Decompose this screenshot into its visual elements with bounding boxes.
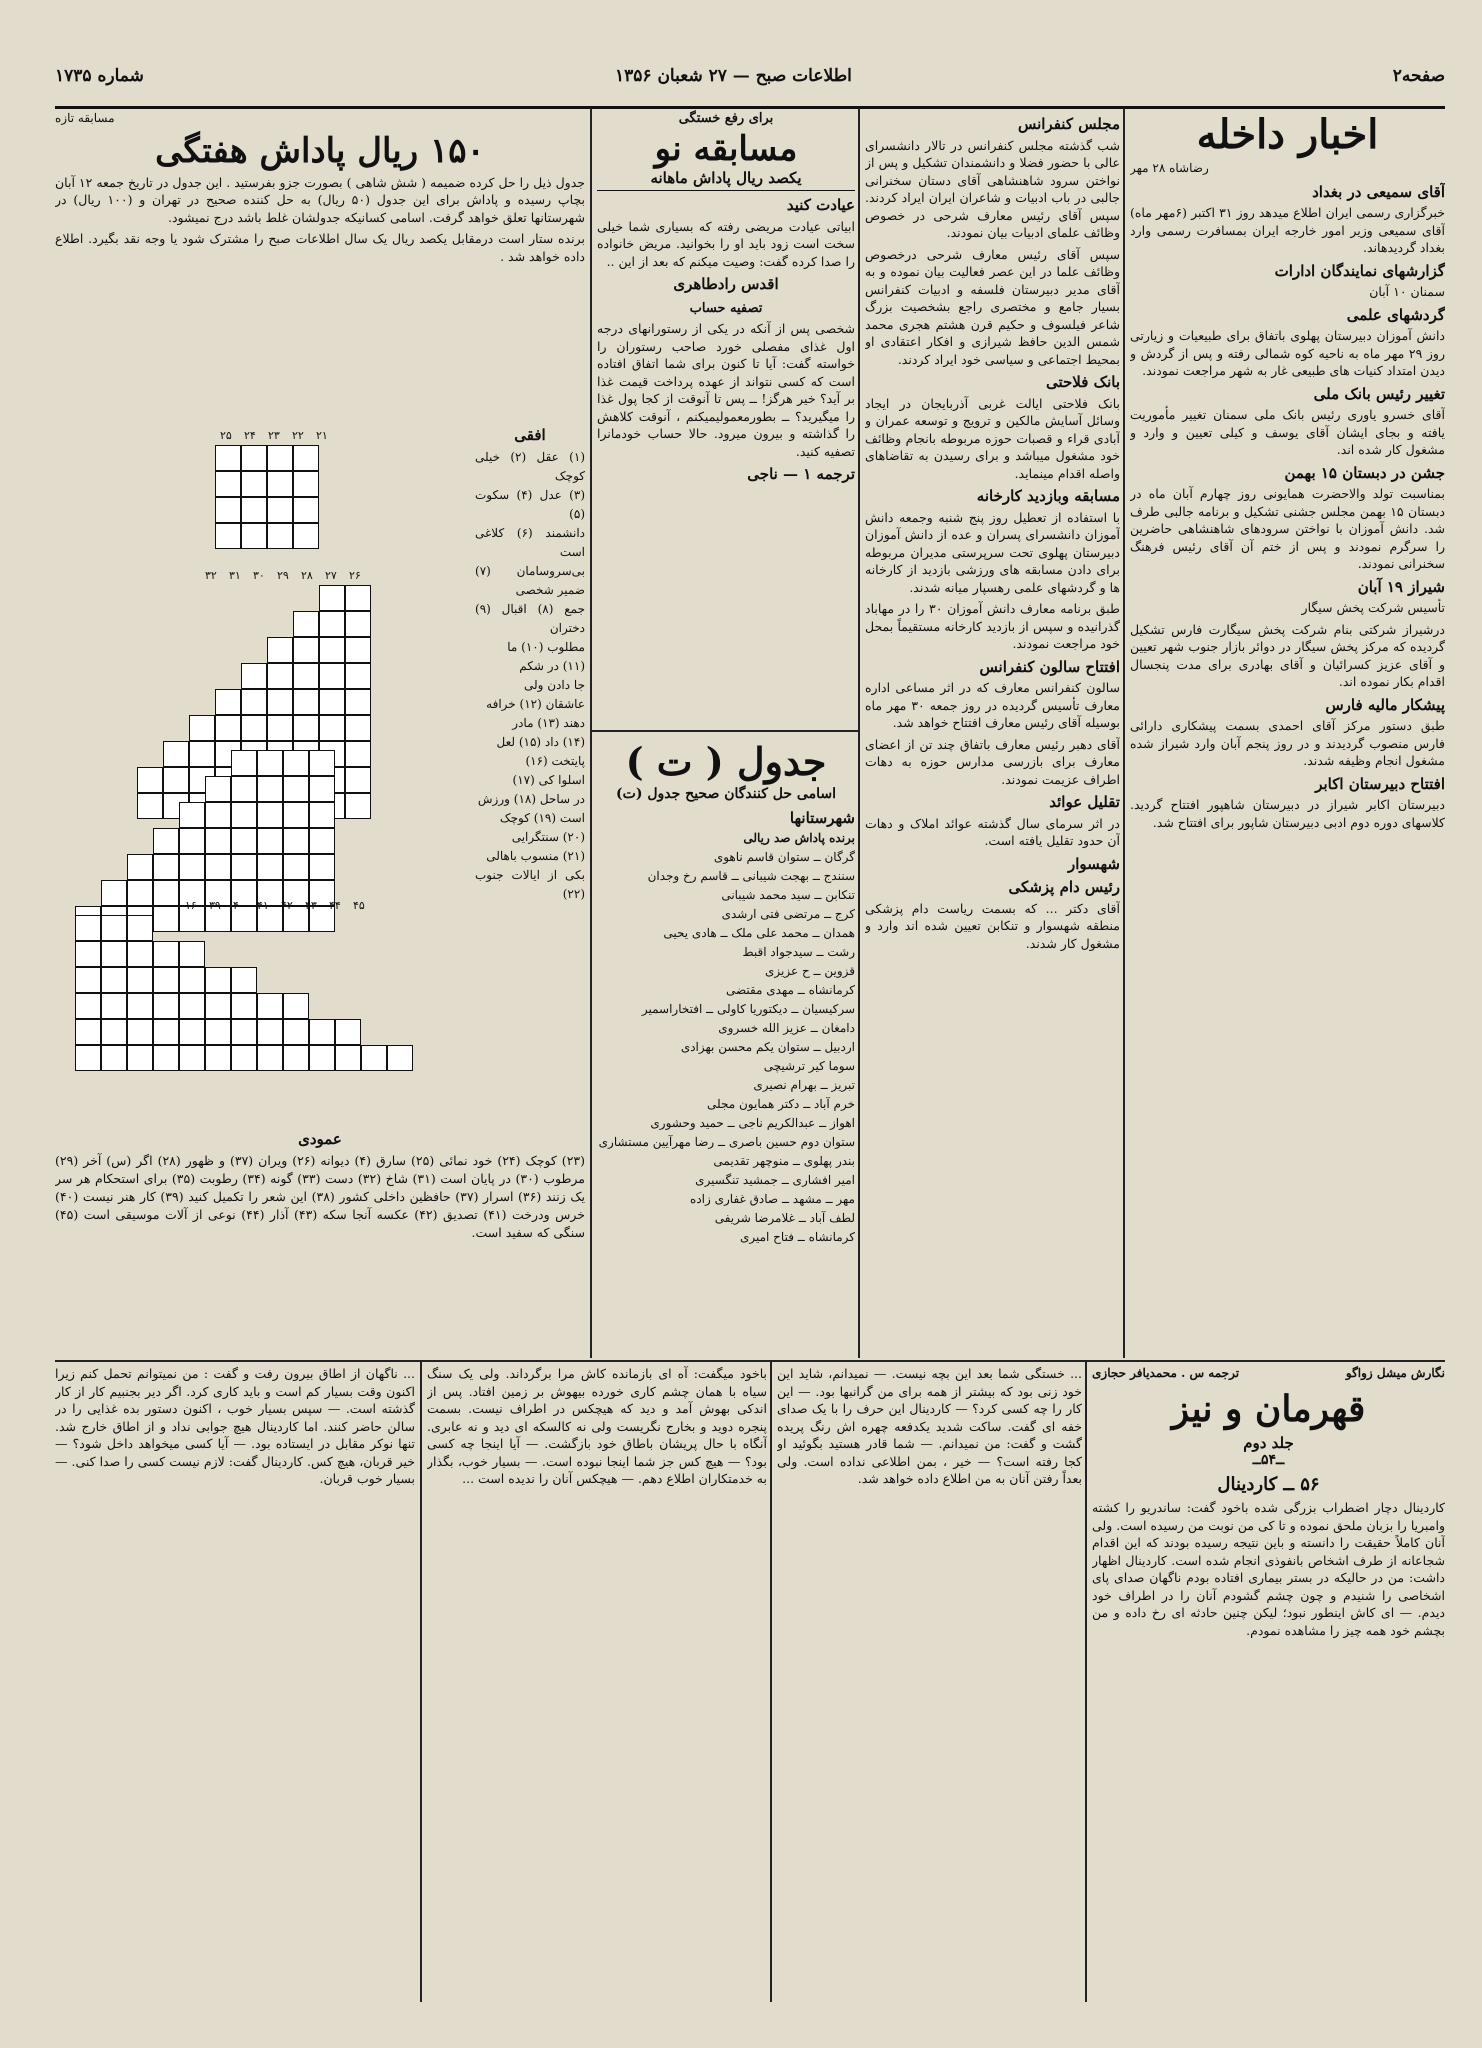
news-item-text: سمنان ۱۰ آبان: [1369, 284, 1445, 299]
grid-cell[interactable]: [179, 828, 205, 854]
grid-cell[interactable]: [179, 854, 205, 880]
grid-cell[interactable]: [361, 1045, 387, 1071]
across-clue: پایتخت (۱۶): [525, 754, 585, 768]
grid-cell[interactable]: [283, 1019, 309, 1045]
contest-subtitle: یکصد ریال پاداش ماهانه: [597, 170, 855, 192]
grid-cell[interactable]: [283, 828, 309, 854]
grid-cell[interactable]: [241, 663, 267, 689]
conf-item-heading: رئیس دام پزشکی: [1008, 878, 1120, 896]
jadval-t-subtitle: اسامی حل کنندگان صحیح جدول (ت): [616, 786, 836, 802]
contest-title: مسابقه نو: [654, 128, 798, 169]
grid-cell[interactable]: [345, 585, 371, 611]
grid-cell[interactable]: [179, 1019, 205, 1045]
grid-cell[interactable]: [293, 471, 319, 497]
grid-cell[interactable]: [153, 967, 179, 993]
grid-number: ۲۲: [292, 429, 304, 442]
across-title: افقی: [514, 426, 546, 444]
grid-cell[interactable]: [179, 993, 205, 1019]
grid-cell[interactable]: [345, 611, 371, 637]
grid-cell[interactable]: [345, 793, 371, 819]
grid-cell[interactable]: [345, 715, 371, 741]
conf-item-text: طبق برنامه معارف دانش آموزان ۳۰ را در مهاباد گذرانیده و سپس از بازدید کارخانه مستقیماً بمحل خود مراجعت نمودند.: [865, 601, 1120, 651]
across-clue: دهند (۱۳) مادر: [512, 716, 585, 730]
grid-number: ۴۵: [353, 899, 365, 912]
grid-cell[interactable]: [293, 689, 319, 715]
conf-item-text: با استفاده از تعطیل روز پنج شنبه وجمعه دانش آموزان دانشسرای پسران و عده از دانش آموزان دبیرستان پهلوی تحت سرپرستی مدیران مربوطه برای دادن مسابقه های ورزشی بازدید از کارخانه ها و گردشهای علمی رهسپار میانه شدند.: [865, 509, 1120, 595]
grid-cell[interactable]: [127, 915, 153, 941]
news-item-text: تأسیس شرکت پخش سیگار: [1301, 600, 1445, 615]
news-item-heading: جشن در دبستان ۱۵ بهمن: [1284, 463, 1445, 482]
grid-cell[interactable]: [283, 993, 309, 1019]
grid-cell[interactable]: [345, 663, 371, 689]
news-item-text: دانش آموزان دبیرستان پهلوی باتفاق برای طبیعیات و زیارتی روز ۲۹ مهر ماه به ناحیه کوه شمالی رفته و پس از گردش و دیدن امتداد کنیات های طبیعی غار به شهر مراجعت نمودند.: [1130, 328, 1445, 378]
news-item-text: طبق دستور مرکز آقای احمدی بسمت پیشکاری دارائی فارس منصوب گردیدند و در روز پنجم آبان وارد شیراز شده مشغول انجام وظیفه شدند.: [1130, 718, 1445, 768]
grid-cell[interactable]: [137, 767, 163, 793]
grid-cell[interactable]: [127, 1045, 153, 1071]
jadval-t-section: شهرستانها: [789, 808, 855, 827]
news-item-heading: آقای سمیعی در بغداد: [1312, 182, 1445, 201]
grid-cell[interactable]: [215, 445, 241, 471]
crossword-grid: [55, 429, 465, 1075]
story-col3-text: ... خستگی شما بعد این بچه نیست. — نمیدانم، شاید این خود زنی بود که بیشتر از همه برای من گرانبها بود. — این کار را چه کسی کرد؟ — کاردینال این حرف را با یک صدای خفه ای گفت. ساکت شدید یکدفعه چهره اش رنگ پریده گشت و گفت: من نمیدانم. — شما قادر هستید بگوئید او کجا رفته است؟ — خیر ، بمن اطلاعی نداده است. ولی بعداً رفتن آنان به من اطلاع داده خواهد شد.: [777, 1366, 1082, 1486]
news-item-text: خبرگزاری رسمی ایران اطلاع میدهد روز ۳۱ اکتبر (۶مهر ماه) آقای سمیعی وزیر امور خارجه ایران بمسافرت رسمی وارد بغداد گردیدهاند.: [1130, 205, 1445, 255]
grid-cell[interactable]: [309, 854, 335, 880]
grid-cell[interactable]: [241, 445, 267, 471]
domestic-news-column: [1130, 110, 1445, 1355]
grid-cell[interactable]: [267, 663, 293, 689]
conf-item-text: در اثر سرمای سال گذشته عوائد املاک و دهات آن حدود تقلیل یافته است.: [865, 815, 1120, 848]
grid-cell[interactable]: [283, 802, 309, 828]
grid-cell[interactable]: [267, 637, 293, 663]
grid-cell[interactable]: [231, 776, 257, 802]
grid-cell[interactable]: [309, 802, 335, 828]
grid-cell[interactable]: [319, 689, 345, 715]
conf-item-heading: شهسوار: [1067, 854, 1120, 873]
grid-cell[interactable]: [257, 776, 283, 802]
grid-cell[interactable]: [257, 854, 283, 880]
grid-number: ۳۲: [205, 569, 217, 582]
grid-cell[interactable]: [205, 967, 231, 993]
grid-number: ۴۲: [281, 899, 293, 912]
down-text: (۲۳) کوچک (۲۴) خود نمائی (۲۵) سارق (۴) دیوانه (۲۶) ویران (۳۷) و ظهور (۲۸) اگر (س) آخر (۲۹) مرطوب (۳۰) در پایان است (۳۱) شاخ (۳۲) دست (۳۳) گونه (۳۴) رطوبت (۳۵) برای استحکام هر سر یک زنند (۳۶) اسرار (۳۷) حافظین داخلی کشور (۳۸) این شعر را تکمیل کنید (۳۹) کار هنر نیست (۴۰) خرس ودرخت (۴۱) تصدیق (۴۲) عکسه آنجا سکه (۴۳) آذار (۴۴) نوعی از آلات موسیقی است (۴۵) سنگی که سفید است.: [55, 1152, 585, 1240]
conf-item-heading: مسابقه وبازدید کارخانه: [976, 487, 1120, 505]
contest-kicker: برای رفع خستگی: [678, 111, 774, 126]
story-column-4: [55, 1365, 415, 2000]
grid-cell[interactable]: [153, 993, 179, 1019]
grid-cell[interactable]: [179, 967, 205, 993]
winner-name: همدان ــ محمد علی ملک ــ هادی یحیی: [663, 925, 855, 940]
grid-cell[interactable]: [179, 941, 205, 967]
grid-cell[interactable]: [309, 828, 335, 854]
news-item-text: آقای خسرو یاوری رئیس بانک ملی سمنان تغییر مأموریت یافته و بجای ایشان آقای یوسف و کیلی تعیین و وارد و مشغول کار شده اند.: [1130, 407, 1445, 457]
grid-cell[interactable]: [319, 637, 345, 663]
grid-cell[interactable]: [267, 523, 293, 549]
grid-cell[interactable]: [231, 828, 257, 854]
grid-cell[interactable]: [205, 1019, 231, 1045]
grid-cell[interactable]: [205, 854, 231, 880]
grid-number: ۲۷: [325, 569, 337, 582]
grid-cell[interactable]: [231, 854, 257, 880]
winner-name: اهواز ــ عبدالکریم ناجی ــ حمید وحشوری: [650, 1115, 855, 1130]
grid-cell[interactable]: [293, 663, 319, 689]
grid-cell[interactable]: [283, 854, 309, 880]
conf-item-text: آقای دهبر رئیس معارف باتفاق چند تن از اعضای معارف برای بازرسی مدارس حوزه به دهات اطراف عزیمت نمودند.: [865, 736, 1120, 787]
page-number: صفحه۲: [1392, 66, 1445, 86]
story-col2-text: باخود میگفت: آه ای بازمانده کاش مرا برگرداند. ولی یک سنگ سیاه با همان چشم کاری خورده بیهوش بر زمین افتاد. پس از اندکی بهوش آمد و دید که هیچکس در اطراف نیست. بسمت پنجره دوید و بخارج نگریست ولی نه کالسکه ای دید و نه عابری. آنگاه با حال پریشان باطاق خود بازگشت. — آیا اینجا چه کسی بود؟ — هیچ کس جز شما اینجا نبوده است. — بسیار خوب، بگذار به خدمتکاران اطلاع دهم. — هیچکس آنان را ندیده است ...: [427, 1366, 767, 1486]
grid-cell[interactable]: [293, 715, 319, 741]
grid-number: ۳۹: [209, 899, 221, 912]
news-item-heading: شیراز ۱۹ آبان: [1357, 577, 1445, 596]
grid-number: ۲۴: [244, 429, 256, 442]
across-clue: (۲۰) سنتگرایی: [511, 830, 585, 844]
news-item-text: بمناسبت تولد والاحضرت همایونی روز چهارم آبان ماه در دبستان ۱۵ بهمن مجلس جشنی تشکیل و برنامه جالبی طرف شد. دانش آموزان با نواختن سرودهای شاهنشاهی حاضرین را سرگرم نمودند و پس از ختم آن آقای رئیس فرهنگ سخنرانی نمودند.: [1130, 486, 1445, 571]
story-column-1: [1092, 1365, 1445, 2000]
grid-cell[interactable]: [345, 637, 371, 663]
grid-number: ۴۴: [329, 899, 341, 912]
grid-number: ۴۱: [257, 899, 269, 912]
grid-cell[interactable]: [241, 471, 267, 497]
down-title: عمودی: [298, 1130, 342, 1148]
contest-sec1-text: ابیاتی عیادت مریضی رفته که بسیاری شما خیلی سخت است زود باید او را بخوانید. مریض خانواده را صدا کرده گفت: وصیت میکنم که بعد از این ..: [597, 218, 855, 269]
winner-name: تنکابن ــ سید محمد شیبانی: [721, 887, 855, 902]
grid-cell[interactable]: [215, 497, 241, 523]
grid-cell[interactable]: [153, 906, 179, 932]
grid-cell[interactable]: [267, 689, 293, 715]
conf-item-heading: افتتاح سالون کنفرانس: [979, 657, 1120, 676]
grid-cell[interactable]: [205, 1045, 231, 1071]
winner-name: ستوان دوم حسین باصری ــ رضا مهرآیین مستشاری: [598, 1134, 855, 1149]
news-item-text: دبیرستان اکابر شیراز در دبیرستان شاهپور افتتاح گردید. کلاسهای دوره دوم ادبی دبیرستان شاپور برای افتتاح شد.: [1130, 797, 1445, 830]
winner-name: امیر افشاری ــ جمشید تنگسیری: [695, 1172, 855, 1187]
grid-cell[interactable]: [163, 767, 189, 793]
conference-column: [865, 110, 1120, 1355]
conf-item-text: سالون کنفرانس معارف که در اثر مساعی اداره معارف تأسیس گردیده در روز جمعه ۳۰ مهر ماه بوسیله آقای رئیس معارف افتتاح خواهد شد.: [865, 680, 1120, 730]
grid-cell[interactable]: [335, 1019, 361, 1045]
grid-cell[interactable]: [137, 793, 163, 819]
grid-number: ۲۵: [220, 429, 232, 442]
grid-cell[interactable]: [189, 715, 215, 741]
grid-cell[interactable]: [293, 523, 319, 549]
grid-cell[interactable]: [215, 471, 241, 497]
winner-name: سرکیسیان ــ دیکتوریا کاولی ــ افتخاراسمیر: [641, 1001, 855, 1016]
story-title: قهرمان و نیز: [1171, 1387, 1366, 1430]
story-column-3: [427, 1365, 767, 2000]
across-clue: بکی از ایالات جنوب (۲۲): [475, 868, 585, 901]
grid-cell[interactable]: [101, 1019, 127, 1045]
grid-cell[interactable]: [231, 967, 257, 993]
grid-number: ۳۱: [229, 569, 241, 582]
grid-cell[interactable]: [231, 750, 257, 776]
winner-name: قزوین ــ ح عزیزی: [765, 963, 855, 978]
across-clues: [475, 420, 585, 904]
winner-name: سوما کیر ترشیچی: [763, 1058, 855, 1073]
grid-cell[interactable]: [309, 1019, 335, 1045]
grid-number: ۲۸: [301, 569, 313, 582]
contest-column: [597, 110, 855, 725]
grid-cell[interactable]: [215, 715, 241, 741]
grid-cell[interactable]: [309, 776, 335, 802]
winner-name: اردبیل ــ ستوان یکم محسن بهزادی: [680, 1039, 855, 1054]
grid-cell[interactable]: [257, 750, 283, 776]
grid-cell[interactable]: [153, 854, 179, 880]
news-section-title: اخبار داخله: [1196, 111, 1379, 158]
grid-cell[interactable]: [293, 497, 319, 523]
grid-number: ۲۶: [349, 569, 361, 582]
grid-number: ۴۰: [233, 899, 245, 912]
conf-item-heading: تقلیل عوائد: [1049, 793, 1120, 811]
news-item-text: درشیراز شرکتی بنام شرکت پخش سیگارت فارس تشکیل گردیده که مرکز پخش سیگار در دوائر بازار جنوب شهر تعیین و آقای عزیز کسرائیان و آقای بهادری برای مدت پنجسال اقدام بکار نموده اند.: [1130, 621, 1445, 689]
prize-intro: جدول ذیل را حل کرده ضمیمه ( شش شاهی ) بصورت جزو بفرستید . این جدول در تاریخ جمعه ۱۲ آبان بچاپ رسیده و پاداش برای این جدول (۵۰ ریال) به حل کننده صحیح در تهران و (۱۰۰ ریال) در شهرستانها تعلق خواهد گرفت. اسامی کسانیکه جدولشان غلط باشد درج نمیشود.: [55, 174, 585, 225]
grid-cell[interactable]: [283, 1045, 309, 1071]
winner-name: دامغان ــ عزیز الله خسروی: [718, 1020, 855, 1035]
grid-cell[interactable]: [293, 637, 319, 663]
grid-cell[interactable]: [153, 828, 179, 854]
prize-note: برنده ستار است درمقابل یکصد ریال یک سال اطلاعات صبح را مشترک شود یا وجه نقد بگیرد. اطلاع داده خواهد شد .: [55, 231, 585, 264]
grid-cell[interactable]: [179, 1045, 205, 1071]
grid-cell[interactable]: [387, 1045, 413, 1071]
grid-cell[interactable]: [267, 497, 293, 523]
conf-item-heading: مجلس کنفرانس: [1017, 115, 1120, 133]
news-item-heading: گردشهای علمی: [1346, 305, 1445, 324]
grid-cell[interactable]: [153, 1045, 179, 1071]
grid-cell[interactable]: [257, 828, 283, 854]
grid-cell[interactable]: [241, 523, 267, 549]
story-chapter: ۵۶ ــ کاردینال: [1217, 1473, 1320, 1495]
masthead-title: اطلاعات صبح — ۲۷ شعبان ۱۳۵۶: [615, 66, 852, 86]
news-item-heading: تغییر رئیس بانک ملی: [1313, 384, 1445, 403]
grid-cell[interactable]: [189, 741, 215, 767]
grid-cell[interactable]: [345, 689, 371, 715]
grid-cell[interactable]: [101, 915, 127, 941]
prize-title: ۱۵۰ ریال پاداش هفتگی: [155, 130, 485, 171]
grid-cell[interactable]: [127, 941, 153, 967]
grid-cell[interactable]: [127, 967, 153, 993]
jadval-t-title: جدول ( ت ): [625, 739, 827, 784]
grid-number: ۴۳: [305, 899, 317, 912]
grid-cell[interactable]: [309, 750, 335, 776]
grid-cell[interactable]: [163, 741, 189, 767]
news-item-heading: افتتاح دبیرستان اکابر: [1315, 774, 1445, 793]
across-clue: (۱۴) داد (۱۵) لعل: [496, 735, 585, 749]
story-episode: ــ۵۴ــ: [1252, 1452, 1285, 1468]
grid-cell[interactable]: [153, 941, 179, 967]
grid-cell[interactable]: [283, 776, 309, 802]
prize-kicker: مسابقه تازه: [55, 111, 115, 125]
winner-name: گرگان ــ ستوان قاسم ناهوی: [713, 849, 855, 864]
story-byline: نگارش میشل زواگو: [1345, 1366, 1445, 1380]
grid-cell[interactable]: [319, 611, 345, 637]
across-clue: عاشقان (۱۲) خرافه: [486, 697, 585, 711]
grid-cell[interactable]: [215, 689, 241, 715]
grid-cell[interactable]: [205, 828, 231, 854]
story-column-2: [777, 1365, 1082, 2000]
story-volume: جلد دوم: [1243, 1433, 1294, 1452]
grid-number: ۲۱: [316, 429, 328, 442]
across-clue: در ساحل (۱۸) ورزش: [477, 792, 585, 806]
jadval-t-winners-title: برنده پاداش صد ریالی: [743, 831, 855, 845]
grid-cell[interactable]: [101, 993, 127, 1019]
grid-cell[interactable]: [127, 993, 153, 1019]
conf-item-text: سپس آقای رئیس معارف شرحی درخصوص وظائف علما در این عصر فعالیت بیان نموده و به آقای مدیر دبیرستان فلسفه و ادبیات کنفرانس بسیار جامع و مختصری راجع بشخصیت بزرگ شاعر فیلسوف و حکیم قرن هشتم هجری محمد شمس الدین حافظ شیرازی و افکار اعتقادی او بمحیط اجتماعی و سیاسی خود ایراد کردند.: [865, 246, 1120, 367]
grid-cell[interactable]: [231, 993, 257, 1019]
grid-number: ۲۳: [268, 429, 280, 442]
grid-cell[interactable]: [127, 854, 153, 880]
across-clue: (۳) عدل (۴) سکوت (۵): [475, 488, 585, 521]
grid-cell[interactable]: [267, 471, 293, 497]
news-item-heading: گزارشهای نمایندگان ادارات: [1274, 261, 1445, 280]
grid-cell[interactable]: [75, 1045, 101, 1071]
grid-cell[interactable]: [153, 1019, 179, 1045]
grid-cell[interactable]: [179, 802, 205, 828]
across-clue: (۱۱) در شکم: [519, 659, 585, 673]
grid-cell[interactable]: [75, 967, 101, 993]
grid-number: ۳۰: [253, 569, 265, 582]
story-col1-text: کاردینال دچار اضطراب بزرگی شده باخود گفت: ساندریو را کشته وامبریا را بزبان ملحق نموده و تا کی من نوبت من رسیده است. ولی آنان کاملاً حقیقت را دانسته و باین نتیجه رسیده بودند که این اقدام شجاعانه از طرف اشخاص بانفوذی انجام شده است. کاردینال اظهار داشت: من در حالیکه در بستر بیماری افتاده بودم ناگهان صدای پای اشخاصی را شنیدم و چون چشم گشودم آنان را در اطراف خود دیدم. — ای کاش اینطور نبود؛ لیکن چنین حادثه ای رخ داده و من بچشم خود همه چیز را مشاهده نمودم.: [1092, 1500, 1445, 1638]
across-clue: جا دادن ولی: [524, 678, 585, 692]
grid-number: ۲۹: [277, 569, 289, 582]
grid-cell[interactable]: [75, 941, 101, 967]
grid-cell[interactable]: [257, 993, 283, 1019]
grid-cell[interactable]: [231, 802, 257, 828]
across-clue: مطلوب (۱۰) ما: [507, 640, 585, 654]
grid-cell[interactable]: [267, 445, 293, 471]
grid-cell[interactable]: [75, 1019, 101, 1045]
grid-cell[interactable]: [127, 880, 153, 906]
grid-cell[interactable]: [101, 1045, 127, 1071]
across-clue: اسلوا کی (۱۷): [512, 773, 585, 787]
winner-name: سنندج ــ بهجت شیبانی ــ قاسم رخ وجدان: [647, 868, 855, 883]
grid-cell[interactable]: [241, 497, 267, 523]
news-item-heading: پیشکار مالیه فارس: [1325, 695, 1445, 714]
contest-sec2-subtitle: تصفیه حساب: [689, 300, 763, 316]
conf-item-text: بانک فلاحتی ایالت غربی آذربایجان در ایجاد وسائل آسایش مالکین و ترویج و توسعه عمران و آبادی قراء و قصبات حوزه مربوطه بانجام وظائف خود مشغول میباشد و برای رسیدن به تقاضاهای واصله اقدام مینماید.: [865, 395, 1120, 481]
contest-sec2-text: شخصی پس از آنکه در یکی از رستورانهای درجه اول غذای مفصلی خورد صاحب رستوران را خواسته گفت: آیا تا کنون برای شما اتفاق افتاده است که کسی نتواند از عهده پرداخت قیمت غذا بر آید؟ خیر هرگز! ــ پس تا آنوقت از کجا پول غذا را میگیرید؟ ــ بطورمعمولیمیکنم ، آنوقت کلاهش را گذاشته و بیرون میرود. حالا حساب خودمانرا تصفیه کنید.: [597, 321, 855, 459]
winner-name: لطف آباد ــ غلامرضا شریفی: [714, 1210, 855, 1225]
contest-sec1-title: عیادت کنید: [786, 196, 855, 214]
grid-cell[interactable]: [75, 993, 101, 1019]
conf-item-text: آقای دکتر ... که بسمت ریاست دام پزشکی منطقه شهسوار و تنکابن تعیین شده اند وارد و مشغول کار شدند.: [865, 900, 1120, 951]
jadval-t-column: [597, 738, 855, 1353]
grid-cell[interactable]: [101, 941, 127, 967]
winner-name: رشت ــ سیدجواد اقبط: [742, 944, 855, 959]
across-clue: (۲۱) منسوب باهالی: [486, 849, 585, 863]
grid-cell[interactable]: [293, 445, 319, 471]
grid-cell[interactable]: [215, 523, 241, 549]
grid-cell[interactable]: [153, 880, 179, 906]
grid-cell[interactable]: [101, 967, 127, 993]
grid-cell[interactable]: [75, 915, 101, 941]
crossword-column: [55, 110, 585, 1355]
grid-cell[interactable]: [127, 1019, 153, 1045]
conf-item-text: شب گذشته مجلس کنفرانس در تالار دانشسرای عالی با حضور فضلا و دانشمندان تشکیل و پس از نواختن سرود شاهنشاهی آقای دستان سخنرانی جالبی در باب ادبیات و شاعران ایران ایراد کردند. سپس آقای رئیس معارف شرحی در خصوص وظائف علمای ادبیات بیان نمودند.: [865, 137, 1120, 240]
grid-cell[interactable]: [257, 1045, 283, 1071]
story-translator: ترجمه س . محمدیافر حجازی: [1092, 1366, 1240, 1380]
contest-signature: ترجمه ۱ — ناجی: [747, 465, 855, 483]
grid-cell[interactable]: [345, 741, 371, 767]
grid-number: ۱۶: [185, 899, 197, 912]
across-clue: (۱) عقل (۲) خیلی کوچک: [475, 450, 585, 483]
winner-name: بندر پهلوی ــ منوچهر تقدیمی: [713, 1153, 855, 1168]
grid-cell[interactable]: [231, 1045, 257, 1071]
grid-cell[interactable]: [205, 776, 231, 802]
winner-name: کرمانشاه ــ مهدی مقتضی: [725, 982, 855, 997]
across-clue: است (۱۹) کوچک: [499, 811, 585, 825]
grid-cell[interactable]: [101, 880, 127, 906]
across-clue: جمع (۸) اقبال (۹) دختران: [475, 602, 585, 635]
grid-cell[interactable]: [241, 689, 267, 715]
grid-cell[interactable]: [345, 767, 371, 793]
grid-cell[interactable]: [231, 1019, 257, 1045]
grid-cell[interactable]: [241, 715, 267, 741]
winner-name: کرج ــ مرتضی فتی ارشدی: [721, 906, 855, 921]
grid-cell[interactable]: [205, 993, 231, 1019]
conf-item-heading: بانک فلاحتی: [1046, 373, 1120, 391]
masthead-bar: [55, 58, 1445, 109]
grid-cell[interactable]: [319, 585, 345, 611]
news-date-line: رضاشاه ۲۸ مهر: [1130, 161, 1209, 175]
grid-cell[interactable]: [283, 750, 309, 776]
grid-cell[interactable]: [319, 715, 345, 741]
grid-cell[interactable]: [267, 715, 293, 741]
grid-cell[interactable]: [319, 663, 345, 689]
down-clues: [55, 1125, 585, 1246]
grid-cell[interactable]: [205, 802, 231, 828]
winner-name: خرم آباد ــ دکتر همایون مجلی: [707, 1096, 855, 1111]
across-clue: بی‌سروسامان (۷) ضمیر شخصی: [475, 564, 585, 597]
grid-cell[interactable]: [293, 611, 319, 637]
winner-name: تبریز ــ بهرام نصیری: [753, 1077, 855, 1092]
story-col4-text: ... ناگهان از اطاق بیرون رفت و گفت : من نمیتوانم تحمل کنم زیرا اکنون وقت بسیار کم است و باید کاری کرد. اگر دیر بجنبیم کار از کار گذشته است. — سپس بسیار خوب ، اکنون دستور بده غذایی را در سالن حاضر کنند. اما کاردینال هیچ جوابی نداد و از اطاق خارج شد. تنها نوکر مقابل در ایستاده بود. — آیا کسی میخواهد داخل شود؟ — خیر قربان، هیچ کس. کاردینال گفت: لازم نیست کسی را صدا کنی. — بسیار خوب قربان.: [55, 1366, 415, 1486]
issue-number: شماره ۱۷۳۵: [55, 66, 144, 86]
grid-cell[interactable]: [335, 1045, 361, 1071]
winner-name: کرمانشاه ــ فتاح امیری: [739, 1229, 855, 1244]
contest-sec2-title: اقدس رادطاهری: [673, 275, 779, 293]
grid-cell[interactable]: [257, 1019, 283, 1045]
winner-name: مهر ــ مشهد ــ صادق غفاری زاده: [690, 1191, 855, 1206]
grid-cell[interactable]: [257, 802, 283, 828]
across-clue: دانشمند (۶) کلاغی است: [475, 526, 585, 559]
grid-cell[interactable]: [309, 1045, 335, 1071]
